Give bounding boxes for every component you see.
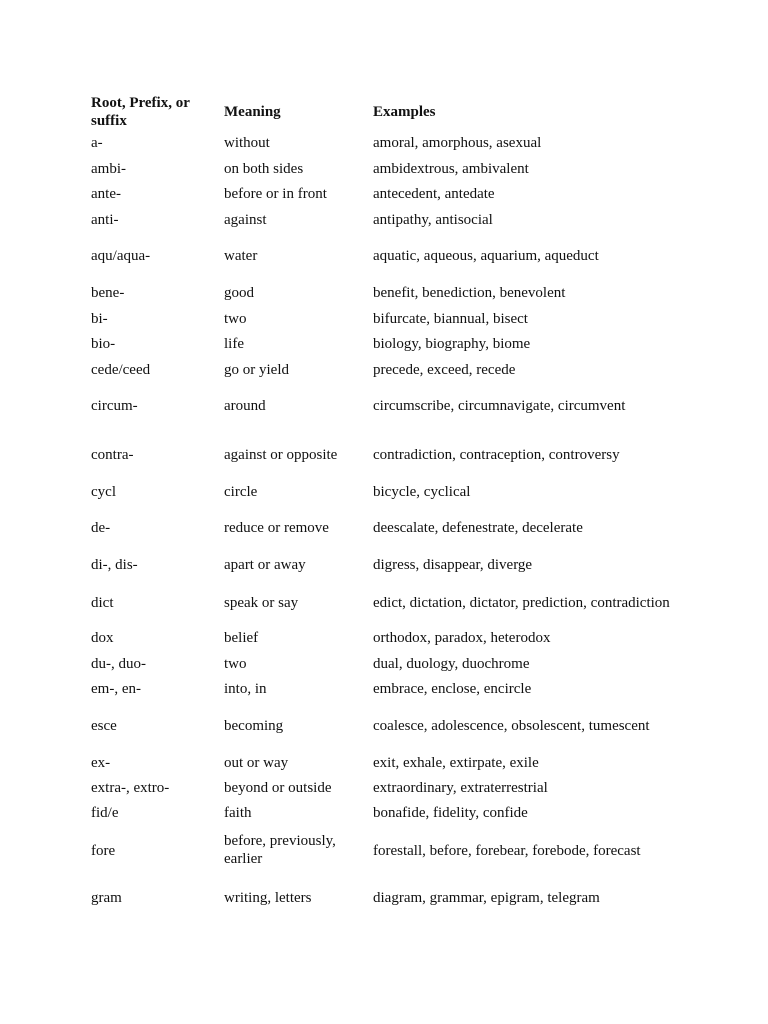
root-cell: fore <box>91 843 116 859</box>
root-cell: dict <box>91 595 114 611</box>
root-cell: aqu/aqua- <box>91 248 151 264</box>
meaning-cell: reduce or remove <box>224 520 329 536</box>
examples-cell: aquatic, aqueous, aquarium, aqueduct <box>373 248 599 264</box>
root-cell: bio- <box>91 336 116 352</box>
root-cell: extra-, extro- <box>91 780 170 796</box>
meaning-cell: two <box>224 311 247 327</box>
examples-cell: extraordinary, extraterrestrial <box>373 780 548 796</box>
examples-cell: benefit, benediction, benevolent <box>373 285 566 301</box>
root-cell: bi- <box>91 311 108 327</box>
examples-cell: contradiction, contraception, controversy <box>373 447 620 463</box>
examples-cell: deescalate, defenestrate, decelerate <box>373 520 583 536</box>
root-cell: cede/ceed <box>91 362 151 378</box>
header-meaning: Meaning <box>224 104 281 120</box>
meaning-cell: faith <box>224 805 252 821</box>
examples-cell: orthodox, paradox, heterodox <box>373 630 551 646</box>
examples-cell: bicycle, cyclical <box>373 484 471 500</box>
root-cell: di-, dis- <box>91 557 138 573</box>
meaning-cell: writing, letters <box>224 890 312 906</box>
meaning-cell: water <box>224 248 258 264</box>
meaning-cell: beyond or outside <box>224 780 332 796</box>
examples-cell: bifurcate, biannual, bisect <box>373 311 528 327</box>
meaning-cell: against <box>224 212 267 228</box>
root-cell: circum- <box>91 398 138 414</box>
header-root: Root, Prefix, or suffix <box>91 95 190 129</box>
root-cell: contra- <box>91 447 134 463</box>
meaning-cell: before, previously, earlier <box>224 833 336 867</box>
meaning-cell: against or opposite <box>224 447 338 463</box>
meaning-cell: before or in front <box>224 186 327 202</box>
root-cell: de- <box>91 520 111 536</box>
root-cell: a- <box>91 135 103 151</box>
meaning-cell: two <box>224 656 247 672</box>
examples-cell: coalesce, adolescence, obsolescent, tumescent <box>373 718 650 734</box>
meaning-cell: life <box>224 336 244 352</box>
meaning-cell: circle <box>224 484 258 500</box>
meaning-cell: around <box>224 398 266 414</box>
header-examples: Examples <box>373 104 436 120</box>
examples-cell: diagram, grammar, epigram, telegram <box>373 890 600 906</box>
examples-cell: bonafide, fidelity, confide <box>373 805 528 821</box>
root-cell: dox <box>91 630 114 646</box>
examples-cell: antipathy, antisocial <box>373 212 493 228</box>
root-cell: du-, duo- <box>91 656 146 672</box>
examples-cell: precede, exceed, recede <box>373 362 516 378</box>
meaning-cell: out or way <box>224 755 289 771</box>
root-cell: cycl <box>91 484 116 500</box>
examples-cell: embrace, enclose, encircle <box>373 681 532 697</box>
meaning-cell: speak or say <box>224 595 299 611</box>
meaning-cell: on both sides <box>224 161 304 177</box>
root-cell: ante- <box>91 186 121 202</box>
meaning-cell: without <box>224 135 270 151</box>
root-cell: esce <box>91 718 117 734</box>
examples-cell: antecedent, antedate <box>373 186 495 202</box>
examples-cell: forestall, before, forebear, forebode, forecast <box>373 843 641 859</box>
examples-cell: biology, biography, biome <box>373 336 531 352</box>
meaning-cell: go or yield <box>224 362 289 378</box>
root-cell: bene- <box>91 285 125 301</box>
root-cell: em-, en- <box>91 681 141 697</box>
root-cell: ex- <box>91 755 111 771</box>
meaning-cell: belief <box>224 630 259 646</box>
root-cell: gram <box>91 890 122 906</box>
meaning-cell: good <box>224 285 254 301</box>
examples-cell: digress, disappear, diverge <box>373 557 533 573</box>
meaning-cell: apart or away <box>224 557 306 573</box>
root-cell: anti- <box>91 212 119 228</box>
root-cell: ambi- <box>91 161 126 177</box>
examples-cell: circumscribe, circumnavigate, circumvent <box>373 398 626 414</box>
root-cell: fid/e <box>91 805 119 821</box>
examples-cell: exit, exhale, extirpate, exile <box>373 755 539 771</box>
examples-cell: amoral, amorphous, asexual <box>373 135 542 151</box>
examples-cell: edict, dictation, dictator, prediction, contradiction <box>373 595 670 611</box>
examples-cell: ambidextrous, ambivalent <box>373 161 529 177</box>
meaning-cell: becoming <box>224 718 284 734</box>
examples-cell: dual, duology, duochrome <box>373 656 530 672</box>
meaning-cell: into, in <box>224 681 267 697</box>
